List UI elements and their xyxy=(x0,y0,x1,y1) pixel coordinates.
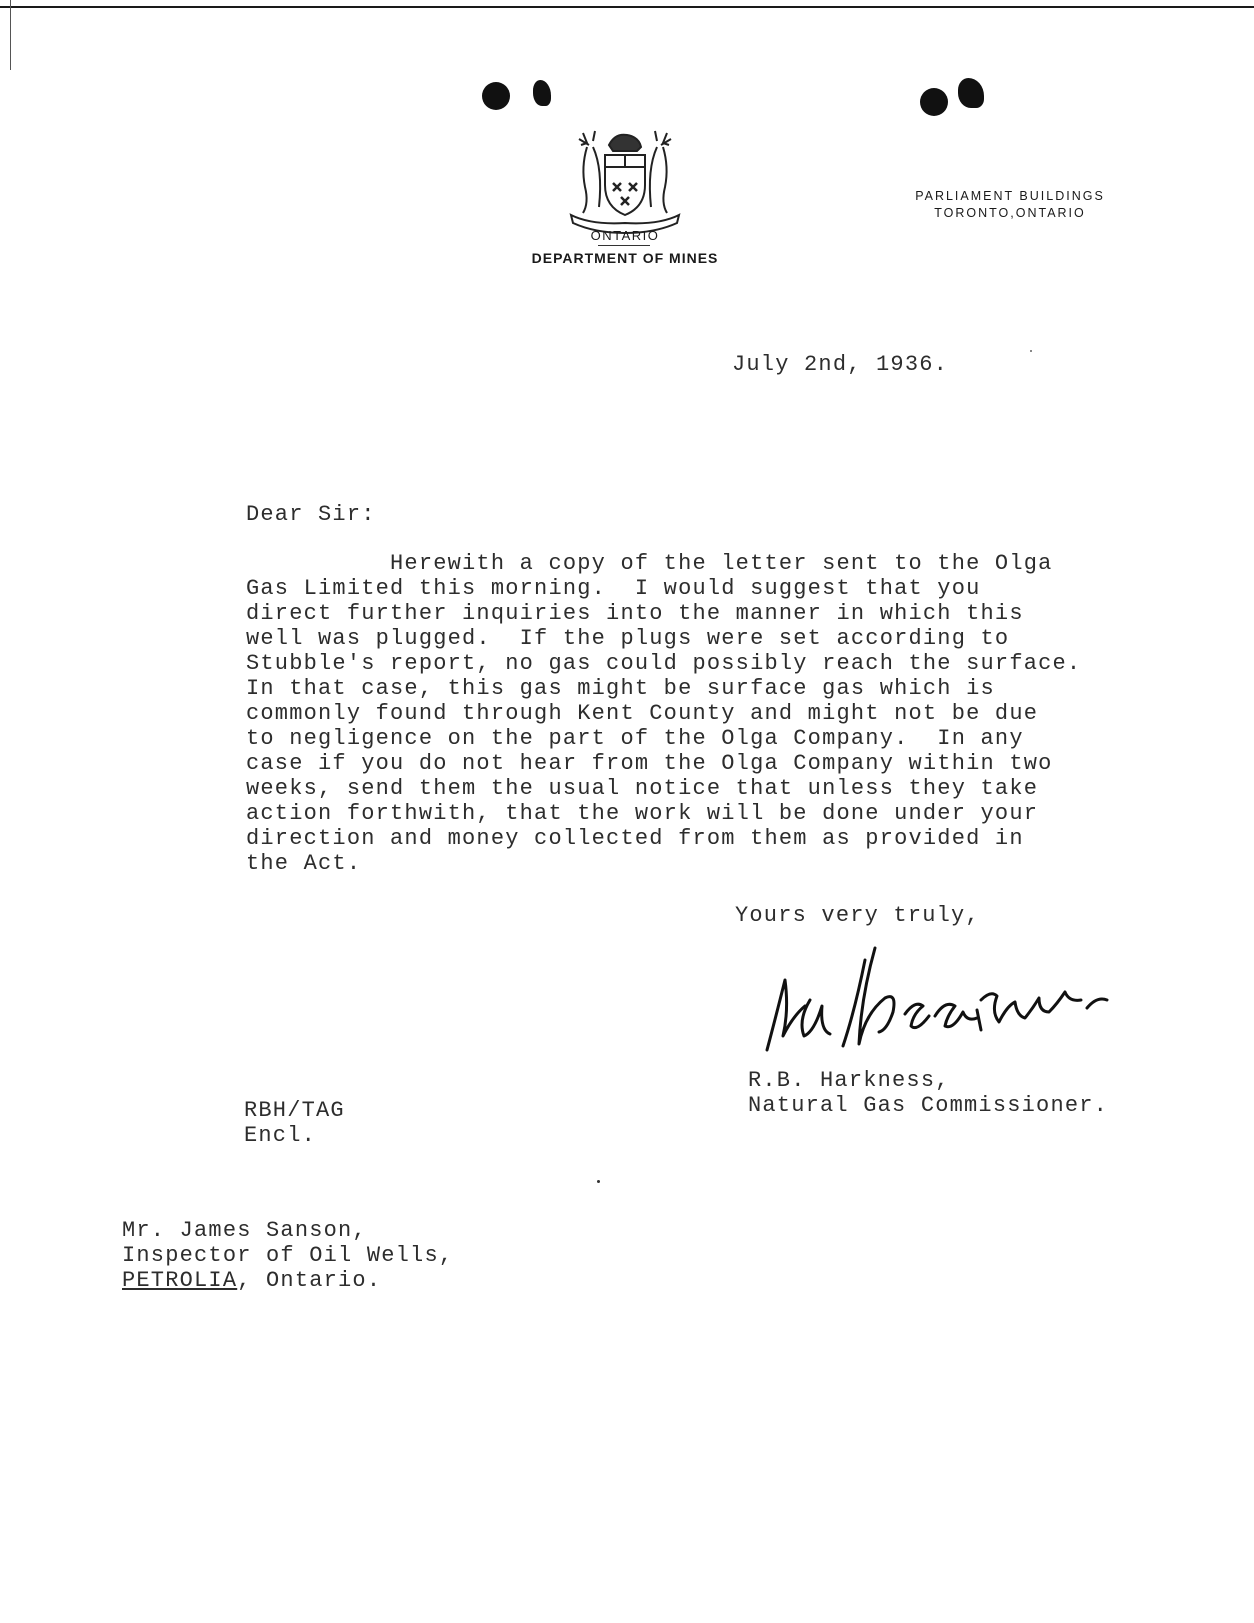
body-line: commonly found through Kent County and might not be due xyxy=(246,701,1039,726)
letterhead-divider xyxy=(598,245,650,246)
body-line: weeks, send them the usual notice that unless they take xyxy=(246,776,1039,801)
body-line: case if you do not hear from the Olga Company within two xyxy=(246,751,1053,776)
signature xyxy=(755,940,1145,1060)
letterhead-province: ONTARIO xyxy=(590,228,660,243)
closing: Yours very truly, xyxy=(735,903,980,928)
letterhead-address-line1: PARLIAMENT BUILDINGS xyxy=(915,189,1105,203)
body-line: direct further inquiries into the manner in which this xyxy=(246,601,1024,626)
handwritten-signature-icon xyxy=(755,940,1145,1060)
scan-speck xyxy=(597,1180,600,1183)
letterhead-department: DEPARTMENT OF MINES xyxy=(531,250,719,266)
body-line: the Act. xyxy=(246,851,362,876)
signatory-title: Natural Gas Commissioner. xyxy=(748,1093,1109,1118)
recipient-title: Inspector of Oil Wells, xyxy=(122,1243,454,1268)
body-line: action forthwith, that the work will be done under your xyxy=(246,801,1039,826)
signatory-name: R.B. Harkness, xyxy=(748,1068,950,1093)
top-edge-rule xyxy=(0,6,1254,8)
body-line: Stubble's report, no gas could possibly reach the surface. xyxy=(246,651,1082,676)
body-line: Gas Limited this morning. I would suggest that you xyxy=(246,576,981,601)
recipient-name: Mr. James Sanson, xyxy=(122,1218,367,1243)
body-line: well was plugged. If the plugs were set according to xyxy=(246,626,1010,651)
punch-hole-left-fragment xyxy=(533,80,551,106)
salutation: Dear Sir: xyxy=(246,502,376,527)
punch-hole-left xyxy=(482,82,510,110)
body-line: Herewith a copy of the letter sent to the Olga xyxy=(246,551,1053,576)
punch-hole-right-fragment xyxy=(958,78,984,108)
left-edge-rule xyxy=(10,0,11,70)
enclosure-note: Encl. xyxy=(244,1123,317,1148)
recipient-province: , Ontario. xyxy=(237,1268,382,1293)
body-line: to negligence on the part of the Olga Company. In any xyxy=(246,726,1024,751)
crest xyxy=(565,125,685,235)
recipient-city: PETROLIA xyxy=(122,1268,238,1293)
body-line: In that case, this gas might be surface gas which is xyxy=(246,676,995,701)
letterhead-address-line2: TORONTO,ONTARIO xyxy=(934,206,1086,220)
scan-speck xyxy=(1030,350,1032,352)
punch-hole-right xyxy=(920,88,948,116)
body-line: direction and money collected from them as provided in xyxy=(246,826,1024,851)
reference-initials: RBH/TAG xyxy=(244,1098,345,1123)
ontario-coat-of-arms-icon xyxy=(565,125,685,235)
recipient-address xyxy=(122,1268,381,1293)
letter-date: July 2nd, 1936. xyxy=(732,352,949,377)
